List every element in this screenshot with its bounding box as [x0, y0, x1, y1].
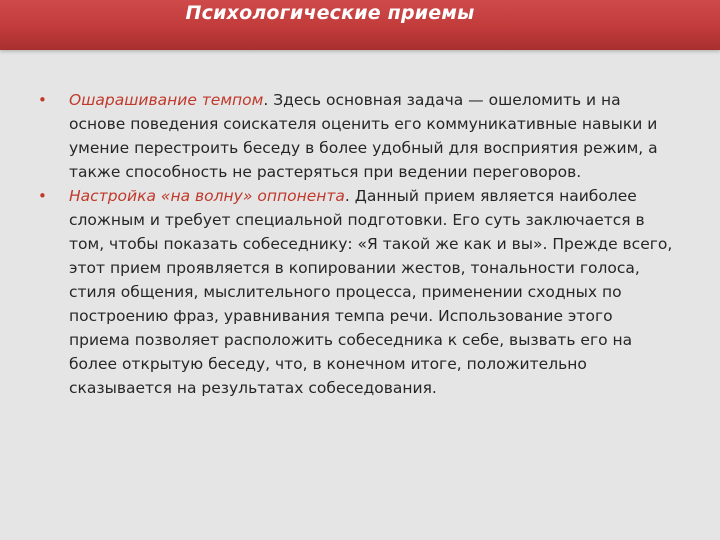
bullet-icon: •: [38, 91, 47, 109]
slide-title: Психологические приемы: [185, 2, 475, 24]
title-bar: [0, 0, 720, 50]
bullet-term: Ошарашивание темпом: [69, 91, 264, 109]
bullet-item-rapport: [38, 184, 678, 400]
bullet-text: . Здесь основная задача — ошеломить и на основе поведения соискателя оценить его коммуникативные навыки и умение перестроить беседу в более удобный для восприятия режим, а также способность не растеряться при ведении переговоров.: [69, 91, 658, 181]
bullet-text: . Данный прием является наиболее сложным и требует специальной подготовки. Его суть заключается в том, чтобы показать собеседнику: «Я такой же как и вы». Прежде всего, этот прием проявляется в копировании жестов, тональности голоса, стиля общения, мыслительного процесса, применении сходных по построению фраз, уравнивания темпа речи. Использование этого приема позволяет расположить собеседника к себе, вызвать его на более открытую беседу, что, в конечном итоге, положительно сказывается на результатах собеседования.: [69, 187, 673, 397]
bullet-item-tempo: [38, 88, 678, 184]
bullet-term: Настройка «на волну» оппонента: [69, 187, 345, 205]
bullet-list: [38, 88, 678, 400]
bullet-icon: •: [38, 187, 47, 205]
